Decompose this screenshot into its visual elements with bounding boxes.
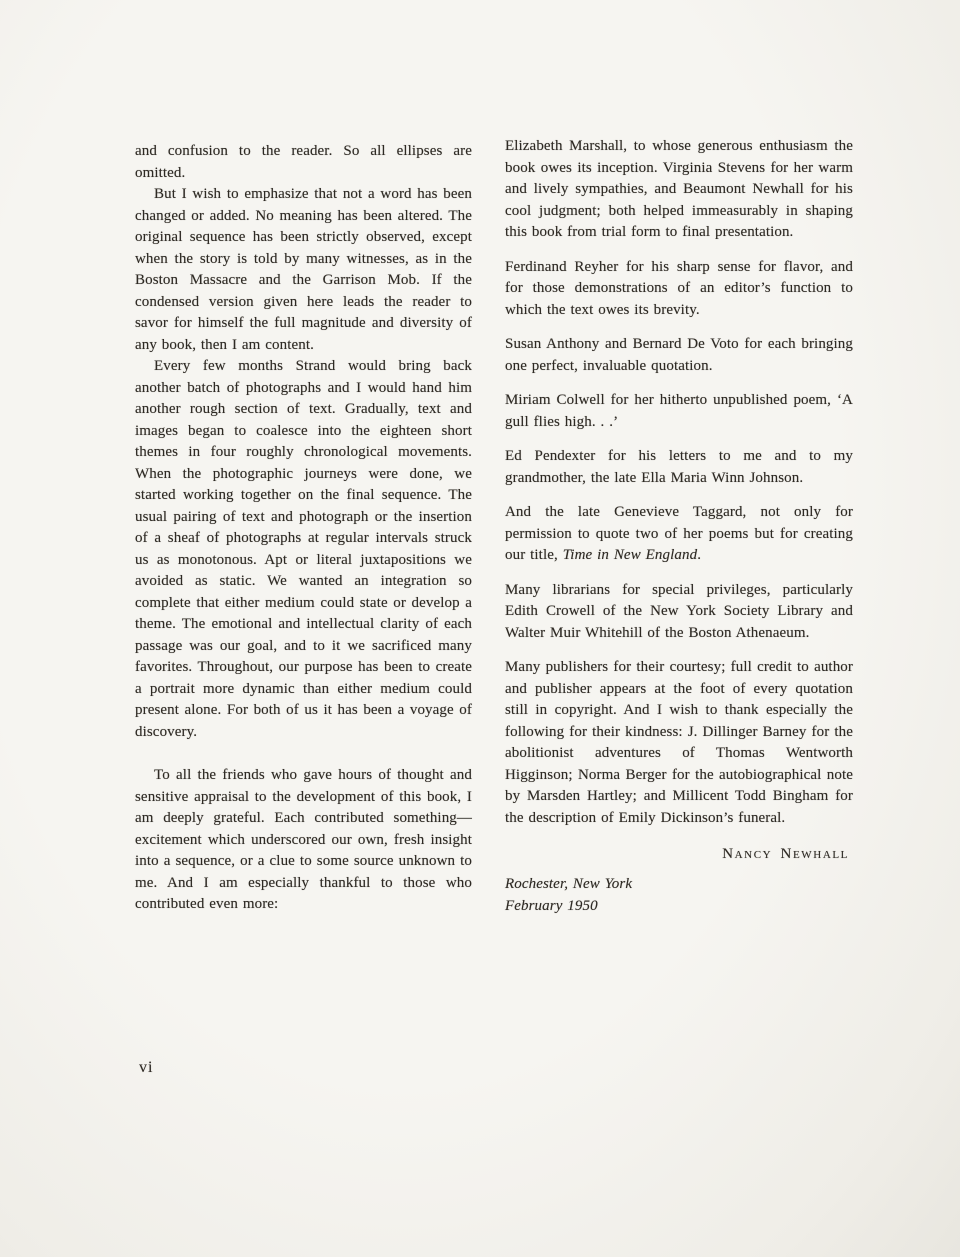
book-title-time-in-new-england: Time in New England: [562, 547, 698, 563]
left-text-column: [135, 141, 472, 916]
acknowledgment-librarians: Many librarians for special privileges, particularly Edith Crowell of the New York Society Library and Walter Muir Whitehill of the Boston Athenaeum.: [505, 581, 853, 641]
taggard-text-before-title: And the late Genevieve Taggard, not only for permission to quote two of her poems but for creating our title,: [505, 504, 853, 563]
acknowledgment-miriam-colwell: Miriam Colwell for her hitherto unpublished poem, ‘A gull flies high. . .’: [505, 392, 853, 430]
acknowledgment-ferdinand-reyher: Ferdinand Reyher for his sharp sense for flavor, and for those demonstrations of an editor’s function to which the text owes its brevity.: [505, 258, 853, 318]
paragraph-not-a-word-changed: But I wish to emphasize that not a word has been changed or added. No meaning has been altered. The original sequence has been strictly observed, except when the story is told by many witnesses, as in the Boston Massacre and the Garrison Mob. If the condensed version given here leads the reader to savor for himself the full magnitude and diversity of any book, then I am content.: [135, 186, 472, 353]
acknowledgment-publishers: Many publishers for their courtesy; full credit to author and publisher appears at the foot of every quotation still in copyright. And I wish to thank especially the following for their kindness: J. Dillinger Barney for the abolitionist adventures of Thomas Wentworth Higginson; Norma Berger for the autobiographical note by Marsden Hartley; and Millicent Todd Bingham for the description of Emily Dickinson’s funeral.: [505, 659, 853, 826]
acknowledgment-elizabeth-marshall: Elizabeth Marshall, to whose generous enthusiasm the book owes its inception. Virginia Stevens for her warm and lively sympathies, and Beaumont Newhall for his cool judgment; both helped immeasurably in shaping this book from trial form to final presentation.: [505, 138, 853, 240]
acknowledgment-genevieve-taggard: [505, 502, 853, 567]
place-and-date-block: [505, 873, 853, 917]
signature-date: February 1950: [505, 897, 598, 914]
paragraph-strand-photographs: Every few months Strand would bring back another batch of photographs and I would hand him another rough section of text. Gradually, text and images began to coalesce into the eighteen short themes in four roughly chronological movements. When the photographic journeys were done, we started working together on the final sequence. The usual pairing of text and photograph or the insertion of a sheaf of photographs at regular intervals struck us as monotonous. Apt or literal juxtapositions we avoided as static. We wanted an integration so complete that either medium could state or develop a theme. The emotional and intellectual clarity of each passage was our goal, and to it we sacrificed many favorites. Throughout, our purpose has been to create a portrait more dynamic than either medium could present alone. For both of us it has been a voyage of discovery.: [135, 358, 472, 740]
taggard-text-after-title: .: [697, 547, 702, 563]
right-text-column: [505, 136, 853, 917]
paragraph-thanks-to-friends: To all the friends who gave hours of thought and sensitive appraisal to the development of this book, I am deeply grateful. Each contributed something—excitement which underscored our own, fresh insight into a sequence, or a clue to some source unknown to me. And I am especially thankful to those who contributed even more:: [135, 767, 472, 912]
signature-place: Rochester, New York: [505, 875, 633, 892]
paragraph-ellipses-omitted: and confusion to the reader. So all ellipses are omitted.: [135, 143, 472, 181]
acknowledgment-ed-pendexter: Ed Pendexter for his letters to me and to my grandmother, the late Ella Maria Winn Johnson.: [505, 448, 853, 486]
page-number-folio: vi: [139, 1059, 154, 1076]
author-signature: Nancy Newhall: [722, 846, 849, 862]
acknowledgment-anthony-devoto: Susan Anthony and Bernard De Voto for each bringing one perfect, invaluable quotation.: [505, 336, 853, 374]
